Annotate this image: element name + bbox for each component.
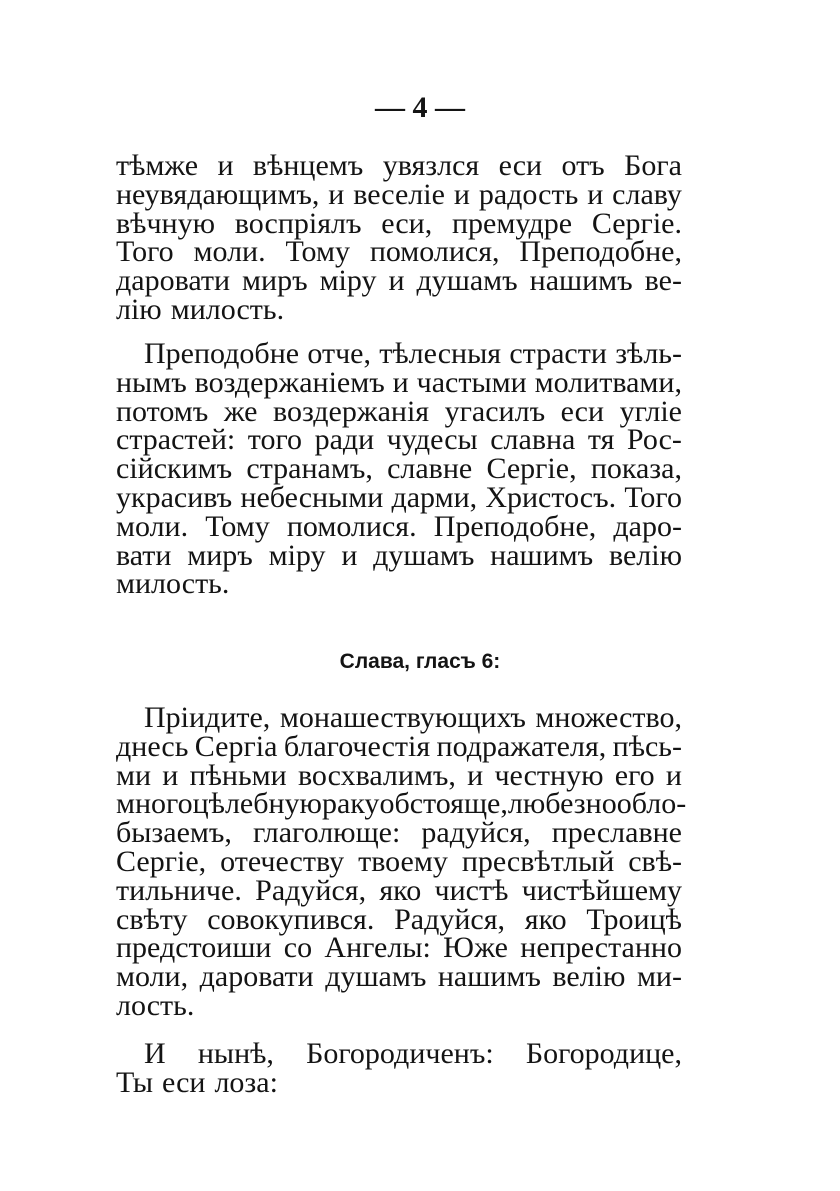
- text-line: Преподобне отче, тѣлесныя страсти зѣль-: [144, 337, 682, 370]
- text-line: моли, даровати душамъ нашимъ велію ми-: [116, 960, 682, 994]
- text-line: днесь Сергіа благочестія подражателя, пѣсь-: [116, 729, 682, 763]
- text-line: вати миръ міру и душамъ нашимъ велію: [116, 538, 682, 572]
- paragraph-2: [116, 337, 682, 601]
- text-line: сійскимъ странамъ, славне Сергіе, показа,: [116, 452, 682, 486]
- paragraph-1: [116, 149, 682, 326]
- text-line: неувядающимъ, и веселіе и радость и славу: [116, 177, 682, 211]
- text-line: лость.: [116, 988, 195, 1022]
- text-line: лію милость.: [116, 292, 285, 326]
- text-line: предстоиши со Ангелы: Юже непрестанно: [116, 931, 682, 965]
- paragraph-4: [116, 1037, 682, 1099]
- text-line: украсивъ небесными дарми, Христосъ. Того: [116, 480, 682, 514]
- text-line: Сергіе, отечеству твоему пресвѣтлый свѣ-: [116, 844, 682, 878]
- text-line: страстей: того ради чудесы славна тя Рос-: [116, 423, 682, 457]
- text-line: Того моли. Тому помолися, Преподобне,: [116, 235, 682, 269]
- section-heading: Слава, гласъ 6:: [339, 650, 501, 673]
- text-line: моли. Тому помолися. Преподобне, даро-: [116, 509, 682, 543]
- text-line: даровати миръ міру и душамъ нашимъ ве-: [116, 264, 682, 298]
- text-line: вѣчную воспріялъ еси, премудре Сергіе.: [116, 206, 682, 240]
- text-line: ми и пѣньми восхвалимъ, и честную его и: [116, 758, 682, 792]
- text-line: потомъ же воздержанія угасилъ еси угліе: [116, 394, 682, 428]
- text-line: тѣмже и вѣнцемъ увязлся еси отъ Бога: [116, 149, 682, 182]
- text-line: многоцѣлебную раку обстояще, любезно обло-: [116, 787, 687, 821]
- text-line: милость.: [116, 567, 230, 601]
- text-line: И нынѣ, Богородиченъ: Богородице,: [144, 1037, 682, 1070]
- paragraph-3: [116, 701, 687, 1022]
- text-line: нымъ воздержаніемъ и частыми молитвами,: [116, 365, 682, 399]
- text-line: Ты еси лоза:: [116, 1065, 278, 1099]
- text-line: свѣту совокупився. Радуйся, яко Троицѣ: [116, 902, 682, 936]
- text-line: тильниче. Радуйся, яко чистѣ чистѣйшему: [116, 873, 682, 907]
- text-line: бызаемъ, глаголюще: радуйся, преславне: [116, 816, 682, 850]
- page-number: — 4 —: [375, 91, 465, 124]
- text-line: Пріидите, монашествующихъ множество,: [144, 701, 682, 734]
